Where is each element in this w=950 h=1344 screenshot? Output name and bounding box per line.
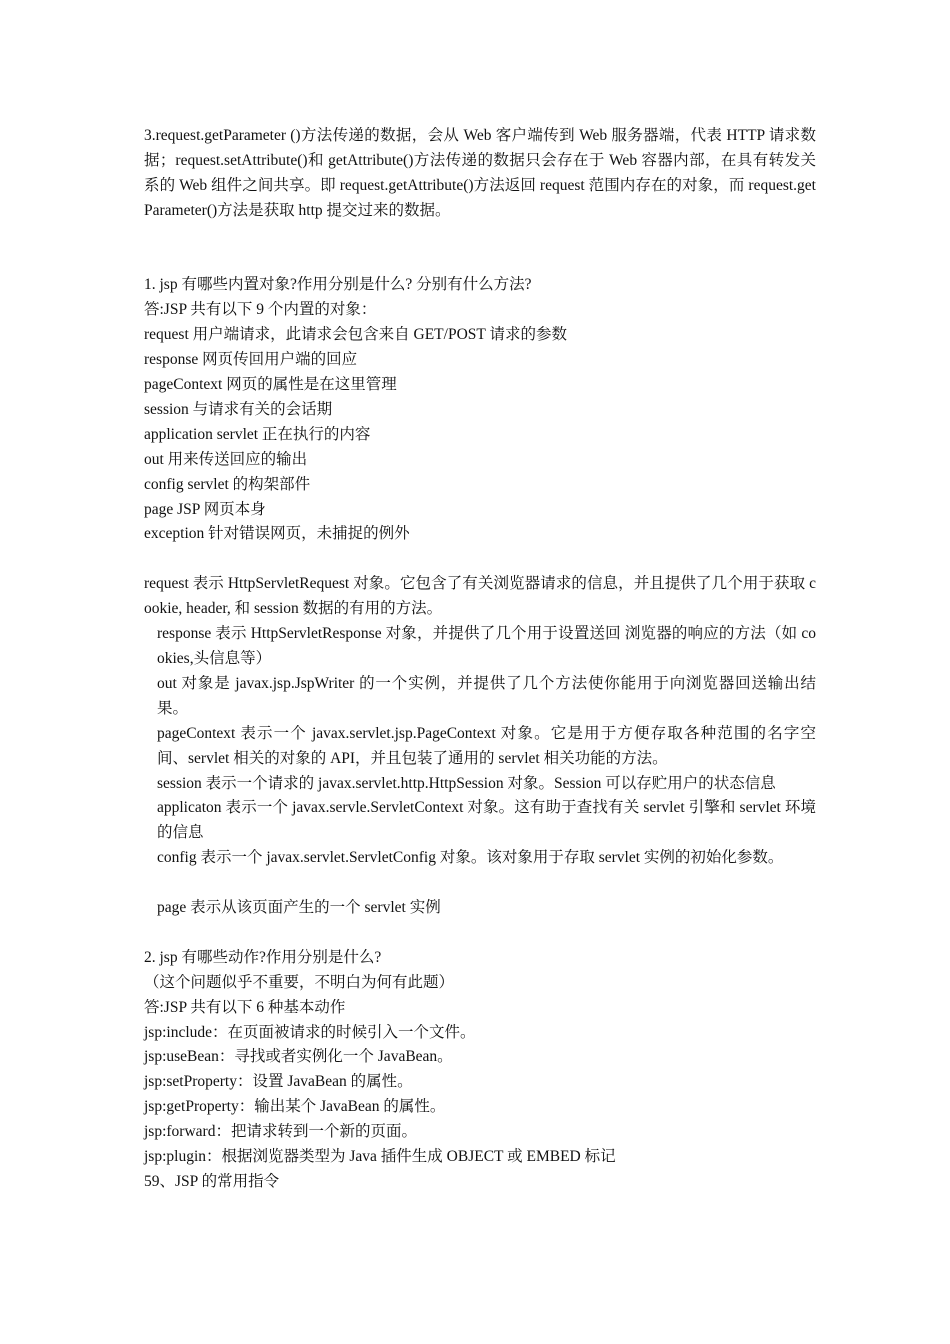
question-2-note: （这个问题似乎不重要，不明白为何有此题） [144,973,455,991]
object-item-application: application servlet 正在执行的内容 [144,425,371,443]
spacer [144,921,816,946]
spacer [144,871,816,896]
object-item-exception: exception 针对错误网页，未捕捉的例外 [144,525,410,543]
detail-session: session 表示一个请求的 javax.servlet.http.HttpSession 对象。Session 可以存贮用户的状态信息 [157,774,776,792]
action-item-plugin: jsp:plugin：根据浏览器类型为 Java 插件生成 OBJECT 或 EMBED 标记 [144,1148,616,1166]
question-1-heading: 1. jsp 有哪些内置对象?作用分别是什么? 分别有什么方法? [144,276,532,294]
object-item-session: session 与请求有关的会话期 [144,400,333,418]
detail-config: config 表示一个 javax.servlet.ServletConfig 对象。该对象用于存取 servlet 实例的初始化参数。 [157,849,784,867]
object-item-request: request 用户端请求，此请求会包含来自 GET/POST 请求的参数 [144,326,567,344]
spacer [144,224,816,274]
detail-request: request 表示 HttpServletRequest 对象。它包含了有关浏览器请求的信息，并且提供了几个用于获取 cookie, header, 和 session 数据的有用的方法。 [144,575,816,618]
action-item-forward: jsp:forward：把请求转到一个新的页面。 [144,1123,417,1141]
detail-page: page 表示从该页面产生的一个 servlet 实例 [157,899,441,917]
document-body [144,124,816,1195]
object-item-out: out 用来传送回应的输出 [144,450,308,468]
action-item-getproperty: jsp:getProperty：输出某个 JavaBean 的属性。 [144,1098,446,1116]
object-item-page: page JSP 网页本身 [144,500,266,518]
object-item-response: response 网页传回用户端的回应 [144,351,358,369]
question-1-answer-intro: 答:JSP 共有以下 9 个内置的对象： [144,301,377,319]
question-2-answer-intro: 答:JSP 共有以下 6 种基本动作 [144,998,346,1016]
action-item-include: jsp:include：在页面被请求的时候引入一个文件。 [144,1023,476,1041]
object-item-config: config servlet 的构架部件 [144,475,311,493]
action-item-setproperty: jsp:setProperty：设置 JavaBean 的属性。 [144,1073,413,1091]
object-item-pagecontext: pageContext 网页的属性是在这里管理 [144,376,397,394]
spacer [144,547,816,572]
detail-out: out 对象是 javax.jsp.JspWriter 的一个实例，并提供了几个方法使你能用于向浏览器回送输出结果。 [157,674,816,717]
detail-application: applicaton 表示一个 javax.servle.ServletContext 对象。这有助于查找有关 servlet 引擎和 servlet 环境的信息 [157,799,816,842]
intro-paragraph: 3.request.getParameter ()方法传递的数据，会从 Web 客户端传到 Web 服务器端，代表 HTTP 请求数据；request.setAttribute()和 getAttribute()方法传递的数据只会存在于 Web 容器内部，在具有转发关系的 Web 组件之间共享。即 request.getAttribute()方法返回 request 范围内存在的对象，而 request.getParameter()方法是获取 http 提交过来的数据。 [144,127,816,219]
question-59-heading: 59、JSP 的常用指令 [144,1173,280,1190]
detail-pagecontext: pageContext 表示一个 javax.servlet.jsp.PageContext 对象。它是用于方便存取各种范围的名字空间、servlet 相关的对象的 API，并且包装了通用的 servlet 相关功能的方法。 [157,724,816,767]
action-item-usebean: jsp:useBean：寻找或者实例化一个 JavaBean。 [144,1048,453,1066]
question-2-heading: 2. jsp 有哪些动作?作用分别是什么? [144,948,382,966]
detail-response: response 表示 HttpServletResponse 对象，并提供了几个用于设置送回 浏览器的响应的方法（如 cookies,头信息等） [157,625,816,667]
